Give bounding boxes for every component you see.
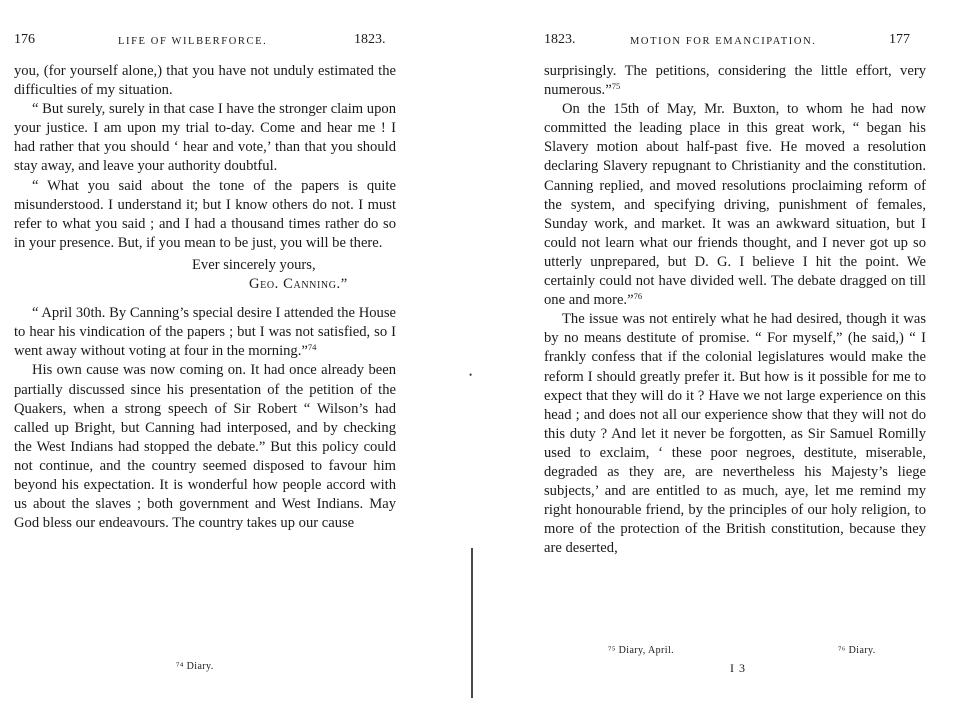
right-running-title: MOTION FOR EMANCIPATION. bbox=[630, 36, 817, 47]
left-paragraph-5: His own cause was now coming on. It had once already been partially discussed since his presentation of the petition of the Quakers, when a strong speech of Sir Robert “ Wilson’s had called up Bright, but Canning had interposed, and by checking the West Indians had stopped the debate.” But this policy could not continue, and the country seemed disposed to favour him beyond his expectation. It is wonderful how people accord with us about the slaves ; both government and West Indians. May God bless our endeavours. The country takes up our cause bbox=[14, 362, 396, 532]
left-paragraph-3: “ What you said about the tone of the papers is quite misunderstood. I understand it; but I know others do not. I must refer to what you said ; and I had a thousand times rather do so in your presence. But, if you mean to be just, you will be there. bbox=[14, 177, 396, 251]
gutter-mark: • bbox=[469, 370, 473, 380]
letter-closing: Ever sincerely yours, bbox=[192, 256, 316, 273]
left-paragraph-4 bbox=[14, 304, 396, 361]
right-page bbox=[490, 0, 980, 705]
book-gutter bbox=[462, 0, 480, 705]
diary-entry-april: “ April 30th. By Canning’s special desire I attended the House to hear his vindication of the papers ; but I was not satisfied, so I went away without voting at four in the morning.” bbox=[14, 305, 396, 360]
left-body-text bbox=[14, 62, 396, 533]
right-paragraph-3: The issue was not entirely what he had desired, though it was by no means destitute of promise. “ For myself,” (he said,) “ I frankly confess that if the colonial legislatures would make the reform I should greatly prefer it. But how is it possible for me to expect that they will do it ? Have we not large experience on this head ; and does not all our experience show that they will not do this duty ? And let it never be forgotten, as Sir Samuel Romilly used to exclaim, ‘ these poor negroes, destitute, miserable, degraded as they are, are nevertheless his Majesty’s liege subjects,’ and are entitled to as much, aye, let me remind my right honourable friend, by the principles of our holy religion, to more of the protection of the British constitution, because they are deserted, bbox=[544, 311, 926, 557]
left-paragraph-1: you, (for yourself alone,) that you have not unduly estimated the difficulties of my situation. bbox=[14, 63, 396, 99]
footnote-ref-74: 74 bbox=[307, 342, 317, 353]
buxton-motion-text: On the 15th of May, Mr. Buxton, to whom he had now committed the leading place in this great work, “ began his Slavery motion about half-past five. He moved a resolution declaring Slavery repugnant to Christianity and the constitution. Canning replied, and moved resolutions proclaiming reform of the system, and specifying driving, punishment of females, Sunday work, and market. It was an awkward situation, but I could not learn what our friends thought, and I never got up so utterly unprepared, but D. G. I believe I hit the point. We certainly could not have divided well. The debate dragged on till one and more.” bbox=[544, 101, 926, 309]
right-footnote-75: ⁷⁵ Diary, April. bbox=[608, 645, 675, 656]
footnote-ref-76: 76 bbox=[633, 291, 643, 302]
right-body-text bbox=[544, 62, 926, 558]
right-paragraph-1 bbox=[544, 62, 926, 100]
left-page-number: 176 bbox=[14, 32, 35, 47]
gutter-shadow-line bbox=[471, 548, 473, 698]
left-running-title: LIFE OF WILBERFORCE. bbox=[118, 36, 268, 47]
right-running-head bbox=[544, 32, 916, 52]
printer-signature-mark: I 3 bbox=[730, 661, 746, 675]
right-paragraph-2 bbox=[544, 100, 926, 310]
right-footnote-76: ⁷⁶ Diary. bbox=[838, 645, 876, 656]
petitions-sentence: surprisingly. The petitions, considering the little effort, very numerous.” bbox=[544, 63, 926, 99]
letter-signature: Geo. Canning.” bbox=[249, 276, 348, 293]
left-running-head bbox=[14, 32, 396, 52]
left-year: 1823. bbox=[354, 32, 386, 47]
left-paragraph-2: “ But surely, surely in that case I have the stronger claim upon your justice. I am upon my trial to-day. Come and hear me ! I had rather that you should ‘ hear and vote,’ than that you should stay away, and leave your authority doubtful. bbox=[14, 101, 396, 175]
right-year: 1823. bbox=[544, 32, 576, 47]
right-page-number: 177 bbox=[889, 32, 910, 47]
left-page bbox=[0, 0, 473, 705]
left-footnote: ⁷⁴ Diary. bbox=[176, 661, 214, 672]
section-gap bbox=[14, 294, 396, 304]
footnote-ref-75: 75 bbox=[611, 81, 621, 92]
